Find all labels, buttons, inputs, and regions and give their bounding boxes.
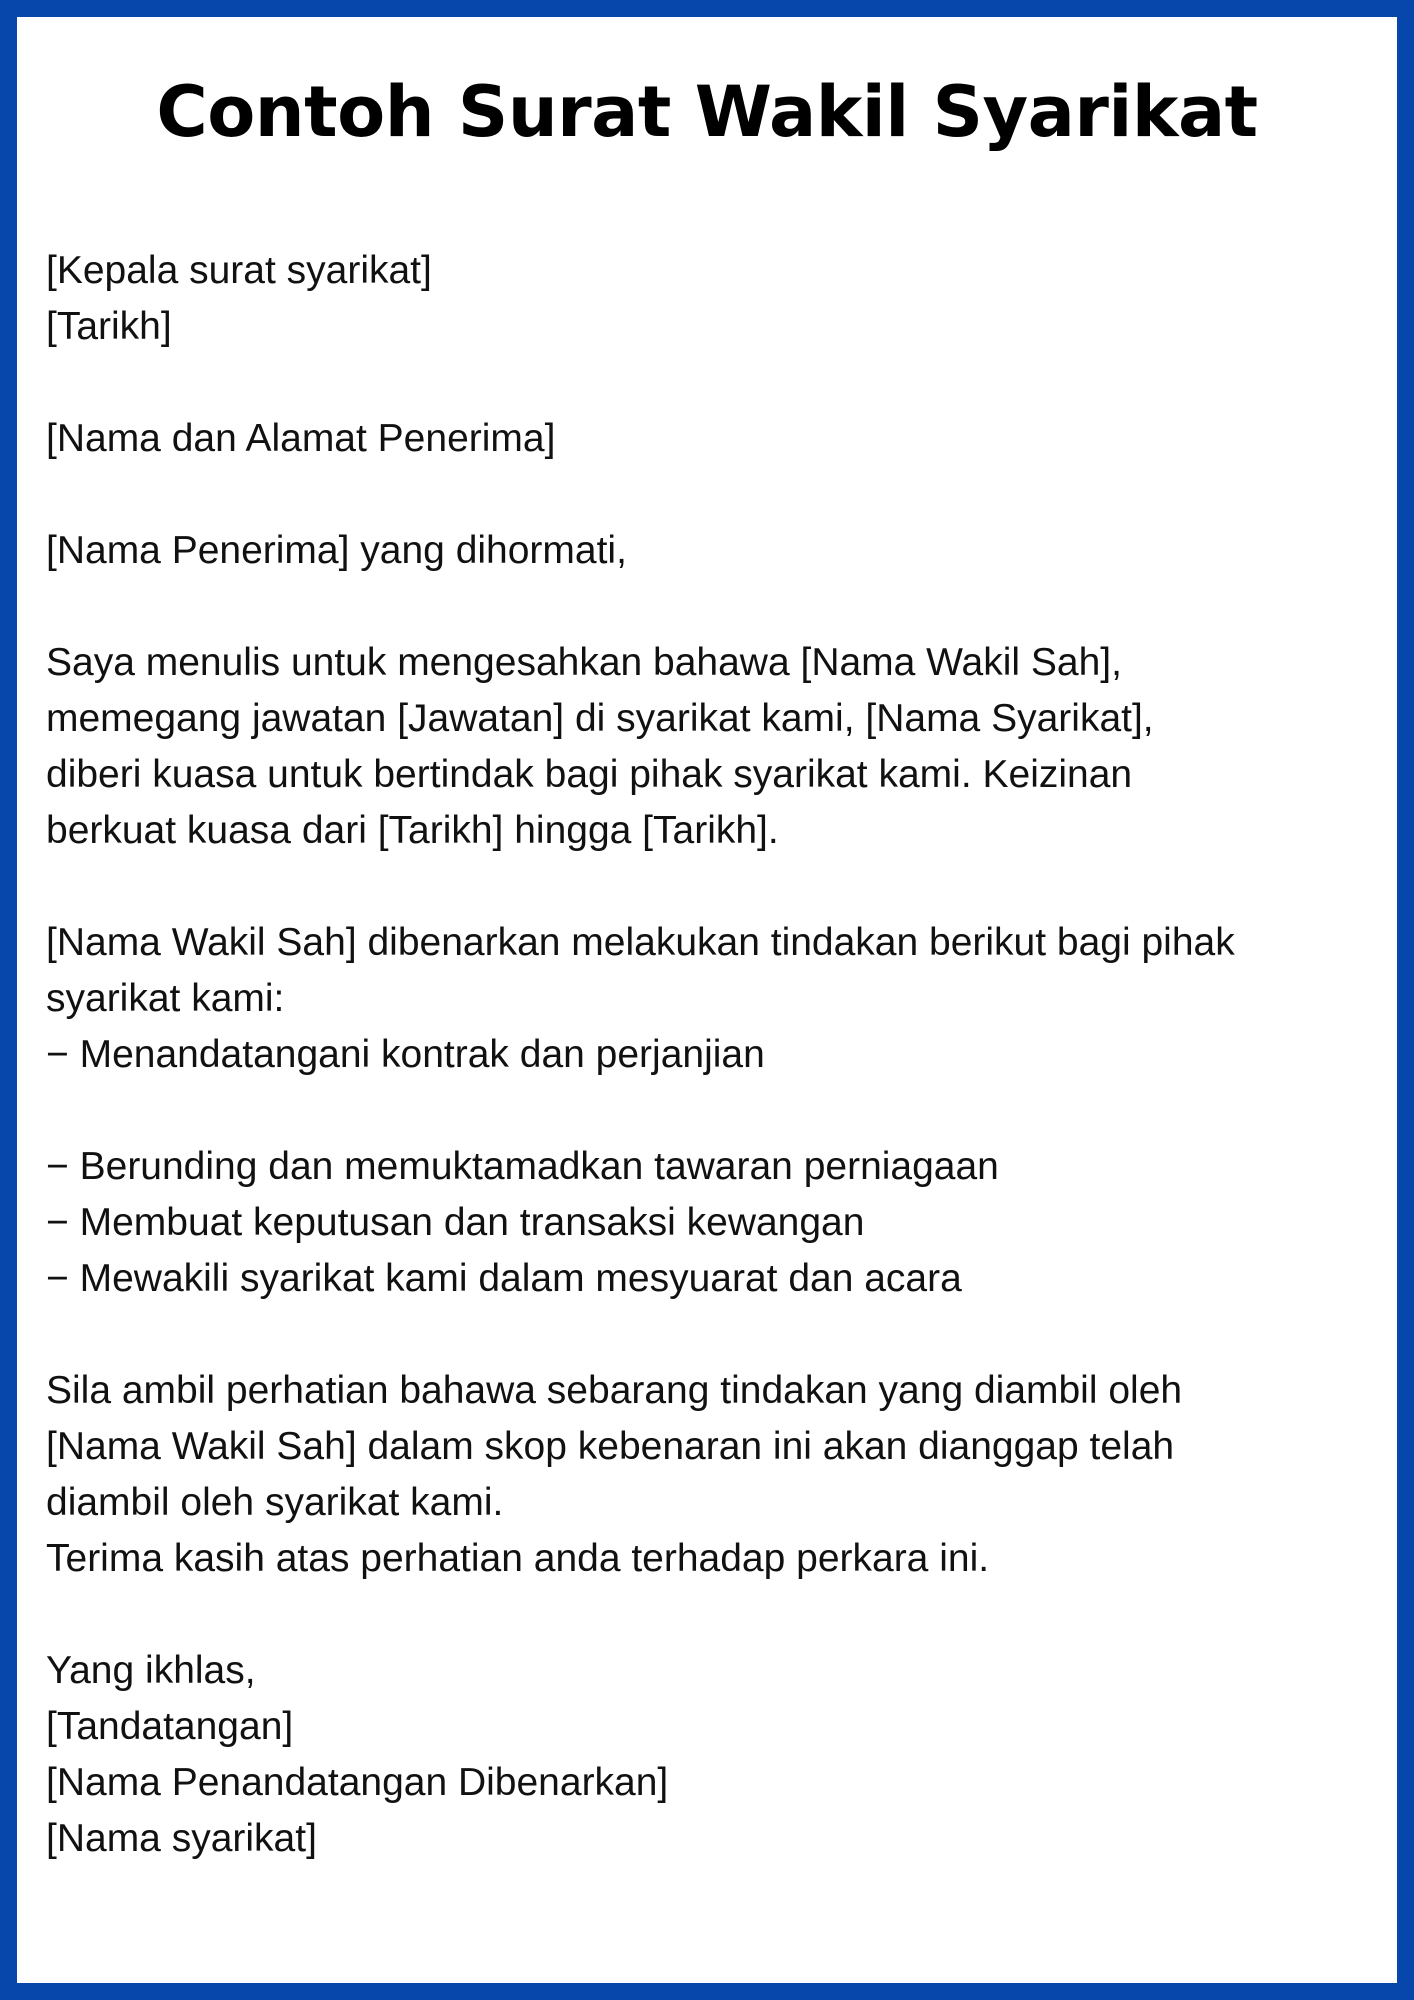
- recipient-address: [Nama dan Alamat Penerima]: [46, 417, 556, 460]
- company-name: [Nama syarikat]: [46, 1817, 317, 1860]
- signature-placeholder: [Tandatangan]: [46, 1705, 294, 1748]
- paragraph-2-line: [Nama Wakil Sah] dibenarkan melakukan tindakan berikut bagi pihak: [46, 921, 1235, 964]
- action-list-item: − Berunding dan memuktamadkan tawaran perniagaan: [46, 1145, 999, 1188]
- thank-you-line: Terima kasih atas perhatian anda terhadap perkara ini.: [46, 1537, 990, 1580]
- spacer: [46, 355, 1396, 411]
- paragraph-1-line: berkuat kuasa dari [Tarikh] hingga [Tarikh].: [46, 809, 779, 852]
- spacer: [46, 1083, 1396, 1139]
- paragraph-3-line: Sila ambil perhatian bahawa sebarang tindakan yang diambil oleh: [46, 1369, 1183, 1412]
- action-list-item: − Mewakili syarikat kami dalam mesyuarat dan acara: [46, 1257, 962, 1300]
- paragraph-1-line: diberi kuasa untuk bertindak bagi pihak syarikat kami. Keizinan: [46, 753, 1133, 796]
- action-list-item: − Menandatangani kontrak dan perjanjian: [46, 1033, 765, 1076]
- spacer: [46, 859, 1396, 915]
- salutation: [Nama Penerima] yang dihormati,: [46, 529, 627, 572]
- letter-date: [Tarikh]: [46, 305, 172, 348]
- spacer: [46, 1587, 1396, 1643]
- spacer: [46, 467, 1396, 523]
- paragraph-3-line: diambil oleh syarikat kami.: [46, 1481, 504, 1524]
- spacer: [46, 1307, 1396, 1363]
- paragraph-2-line: syarikat kami:: [46, 977, 285, 1020]
- paragraph-1-line: Saya menulis untuk mengesahkan bahawa [Nama Wakil Sah],: [46, 641, 1122, 684]
- paragraph-3-line: [Nama Wakil Sah] dalam skop kebenaran ini akan dianggap telah: [46, 1425, 1175, 1468]
- action-list-item: − Membuat keputusan dan transaksi kewangan: [46, 1201, 865, 1244]
- spacer: [46, 579, 1396, 635]
- letter-body: [46, 243, 1396, 1867]
- signatory-name: [Nama Penandatangan Dibenarkan]: [46, 1761, 669, 1804]
- closing-phrase: Yang ikhlas,: [46, 1649, 256, 1692]
- paragraph-1-line: memegang jawatan [Jawatan] di syarikat kami, [Nama Syarikat],: [46, 697, 1154, 740]
- company-letterhead: [Kepala surat syarikat]: [46, 249, 432, 292]
- document-title: Contoh Surat Wakil Syarikat: [156, 71, 1258, 153]
